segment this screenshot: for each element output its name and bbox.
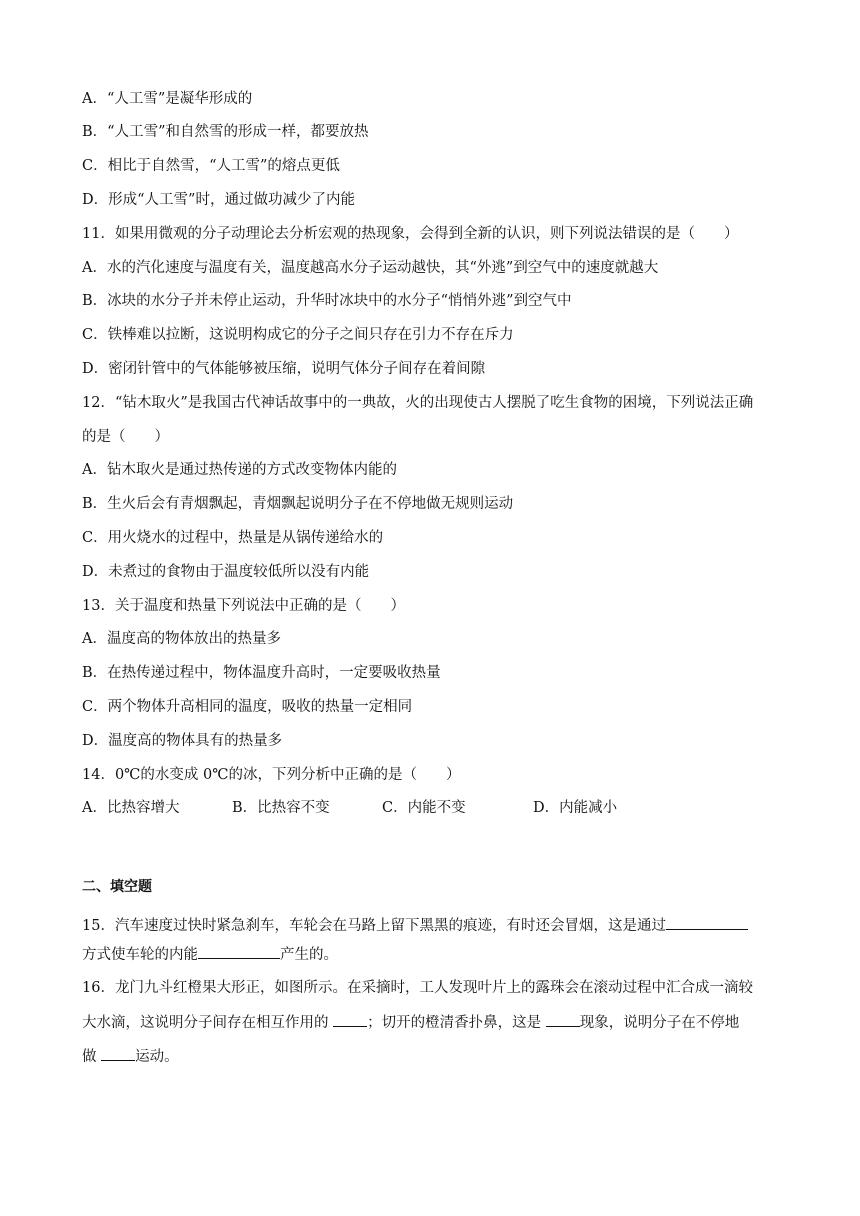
section-title: 二、填空题 — [82, 879, 152, 895]
q10-option-c: C．相比于自然雪，“人工雪”的熔点更低 — [82, 158, 340, 174]
q14-stem: 14．0℃的水变成 0℃的冰，下列分析中正确的是（ ） — [82, 767, 461, 783]
q12-option-b: B．生火后会有青烟飘起，青烟飘起说明分子在不停地做无规则运动 — [82, 496, 514, 512]
q16-blank-3[interactable] — [101, 1046, 135, 1061]
q15-blank-1[interactable] — [666, 915, 748, 930]
q11-option-d: D．密闭针管中的气体能够被压缩，说明气体分子间存在着间隙 — [82, 361, 486, 377]
q16-text-3: 现象，说明分子在不停地 — [579, 1015, 740, 1031]
q15-text-3: 产生的。 — [280, 947, 338, 963]
q12-option-d: D．未煮过的食物由于温度较低所以没有内能 — [82, 564, 370, 580]
q14-option-d: D．内能减小 — [533, 800, 618, 816]
q16-blank-1[interactable] — [333, 1012, 367, 1027]
q15-line1 — [82, 915, 748, 936]
q12-option-c: C．用火烧水的过程中，热量是从锅传递给水的 — [82, 530, 384, 546]
q15-blank-2[interactable] — [198, 944, 280, 959]
q13-option-c: C．两个物体升高相同的温度，吸收的热量一定相同 — [82, 699, 413, 715]
q15-text-2: 方式使车轮的内能 — [82, 947, 198, 963]
q10-option-b: B．“人工雪”和自然雪的形成一样，都要放热 — [82, 124, 369, 140]
q13-option-d: D．温度高的物体具有的热量多 — [82, 733, 283, 749]
q11-option-c: C．铁棒难以拉断，这说明构成它的分子之间只存在引力不存在斥力 — [82, 327, 514, 343]
q11-option-a: A．水的汽化速度与温度有关，温度越高水分子运动越快，其“外逃”到空气中的速度就越大 — [82, 260, 659, 276]
q13-stem: 13．关于温度和热量下列说法中正确的是（ ） — [82, 598, 405, 614]
q16-line1: 16．龙门九斗红橙果大形正，如图所示。在采摘时，工人发现叶片上的露珠会在滚动过程中汇合成一滴较 — [82, 980, 753, 996]
q16-text-5: 运动。 — [135, 1049, 179, 1065]
q11-option-b: B．冰块的水分子并未停止运动，升华时冰块中的水分子“悄悄外逃”到空气中 — [82, 293, 572, 309]
q16-line3 — [82, 1046, 179, 1067]
q16-line2 — [82, 1012, 739, 1033]
q13-option-b: B．在热传递过程中，物体温度升高时，一定要吸收热量 — [82, 665, 441, 681]
q13-option-a: A．温度高的物体放出的热量多 — [82, 631, 281, 647]
q14-option-a: A．比热容增大 — [82, 800, 180, 816]
q14-option-c: C．内能不变 — [382, 800, 466, 816]
q11-stem: 11．如果用微观的分子动理论去分析宏观的热现象，会得到全新的认识，则下列说法错误的是（ ） — [82, 226, 739, 242]
q14-options — [82, 798, 782, 818]
q16-blank-2[interactable] — [546, 1012, 580, 1027]
q16-text-1: 大水滴，这说明分子间存在相互作用的 — [82, 1015, 334, 1031]
q15-text-1: 15．汽车速度过快时紧急刹车，车轮会在马路上留下黑黑的痕迹，有时还会冒烟，这是通过 — [82, 918, 666, 934]
q12-option-a: A．钻木取火是通过热传递的方式改变物体内能的 — [82, 462, 397, 478]
q14-option-b: B．比热容不变 — [232, 800, 330, 816]
q16-text-2: ；切开的橙清香扑鼻，这是 — [367, 1015, 546, 1031]
q12-stem-line1: 12．“钻木取火”是我国古代神话故事中的一典故，火的出现使古人摆脱了吃生食物的困境，下列说法正确 — [82, 395, 754, 411]
q10-option-d: D．形成“人工雪”时，通过做功减少了内能 — [82, 192, 355, 208]
q16-text-4: 做 — [82, 1049, 102, 1065]
q10-option-a: A．“人工雪”是凝华形成的 — [82, 91, 253, 107]
q12-stem-line2: 的是（ ） — [82, 429, 169, 445]
q15-line2 — [82, 944, 338, 965]
